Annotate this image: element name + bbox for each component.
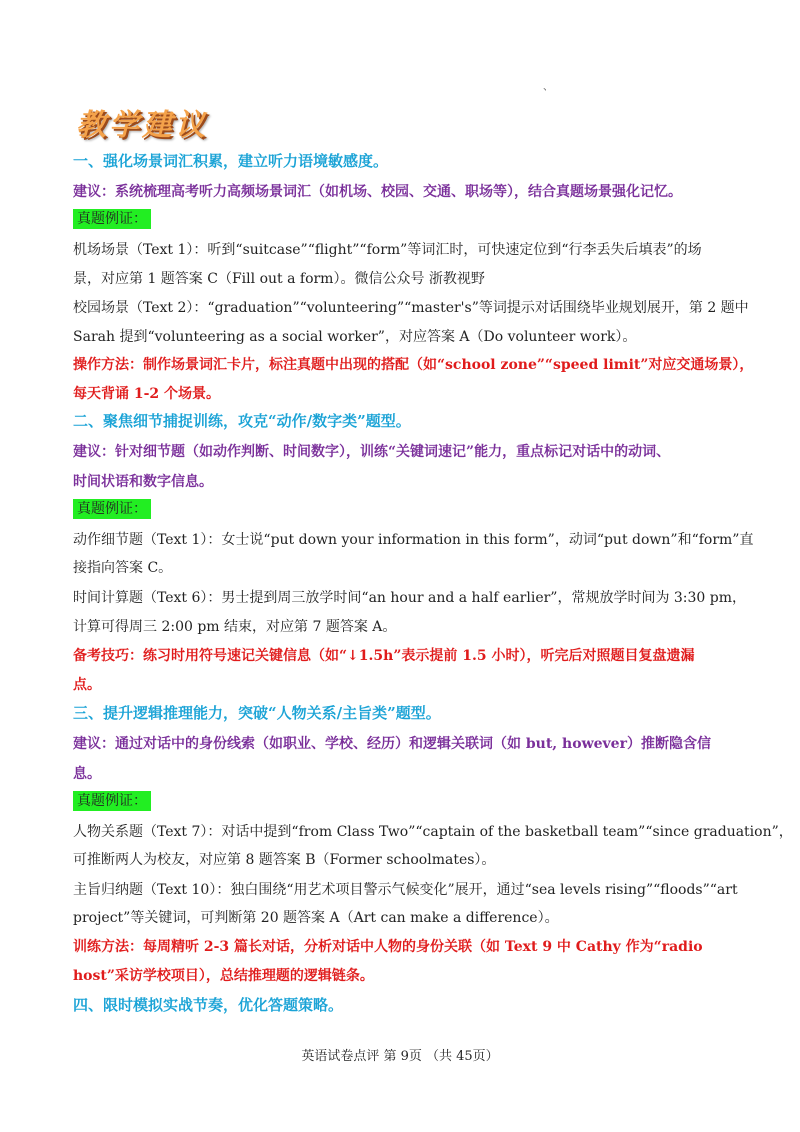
tip-line: 操作方法：制作场景词汇卡片，标注真题中出现的搭配（如“school zone”“speed limit”对应交通场景）， (73, 357, 754, 373)
tip-line: 点。 (73, 677, 101, 693)
body-line: 景，对应第 1 题答案 C（Fill out a form）。微信公众号 浙教视野 (73, 271, 485, 287)
example-label: 真题例证： (73, 209, 151, 229)
example-label: 真题例证： (73, 791, 151, 811)
example-label: 真题例证： (73, 499, 151, 519)
body-line: 动作细节题（Text 1）：女士说“put down your information in this form”，动词“put down”和“form”直 (73, 532, 754, 548)
body-line: Sarah 提到“volunteering as a social worker”，对应答案 A（Do volunteer work）。 (73, 329, 637, 345)
section-heading-4: 四、限时模拟实战节奏，优化答题策略。 (73, 996, 344, 1014)
advice-line: 建议：系统梳理高考听力高频场景词汇（如机场、校园、交通、职场等），结合真题场景强化记忆。 (73, 184, 682, 200)
tip-line: host”采访学校项目），总结推理题的逻辑链条。 (73, 968, 374, 984)
body-line: 人物关系题（Text 7）：对话中提到“from Class Two”“captain of the basketball team”“since graduation”， (73, 824, 793, 840)
stray-mark: 、 (543, 82, 553, 93)
advice-line: 建议：针对细节题（如动作判断、时间数字），训练“关键词速记”能力，重点标记对话中的动词、 (73, 444, 671, 460)
section-heading-2: 二、聚焦细节捕捉训练，攻克“动作/数字类”题型。 (73, 412, 411, 430)
page-footer: 英语试卷点评 第 9页 （共 45页） (301, 1049, 499, 1064)
tip-line: 备考技巧：练习时用符号速记关键信息（如“↓1.5h”表示提前 1.5 小时），听完后对照题目复盘遗漏 (73, 648, 695, 664)
section-heading-1: 一、强化场景词汇积累，建立听力语境敏感度。 (73, 152, 389, 170)
advice-line: 建议：通过对话中的身份线索（如职业、学校、经历）和逻辑关联词（如 but, however）推断隐含信 (73, 736, 711, 752)
banner-title: 教学建议 (76, 108, 208, 143)
body-line: 时间计算题（Text 6）：男士提到周三放学时间“an hour and a half earlier”，常规放学时间为 3:30 pm， (73, 590, 747, 606)
tip-line: 每天背诵 1-2 个场景。 (73, 386, 221, 402)
body-line: project”等关键词，可判断第 20 题答案 A（Art can make a difference）。 (73, 910, 559, 926)
body-line: 接指向答案 C。 (73, 560, 173, 576)
section-heading-3: 三、提升逻辑推理能力，突破“人物关系/主旨类”题型。 (73, 704, 441, 722)
body-line: 校园场景（Text 2）：“graduation”“volunteering”“master's”等词提示对话围绕毕业规划展开，第 2 题中 (73, 300, 749, 316)
body-line: 机场场景（Text 1）：听到“suitcase”“flight”“form”等词汇时，可快速定位到“行李丢失后填表”的场 (73, 242, 702, 258)
advice-line: 息。 (73, 766, 101, 782)
tip-line: 训练方法：每周精听 2-3 篇长对话，分析对话中人物的身份关联（如 Text 9 中 Cathy 作为“radio (73, 939, 703, 955)
advice-line: 时间状语和数字信息。 (73, 474, 213, 490)
body-line: 可推断两人为校友，对应第 8 题答案 B（Former schoolmates）。 (73, 852, 496, 868)
body-line: 计算可得周三 2:00 pm 结束，对应第 7 题答案 A。 (73, 619, 397, 635)
body-line: 主旨归纳题（Text 10）：独白围绕“用艺术项目警示气候变化”展开，通过“sea levels rising”“floods”“art (73, 882, 738, 898)
